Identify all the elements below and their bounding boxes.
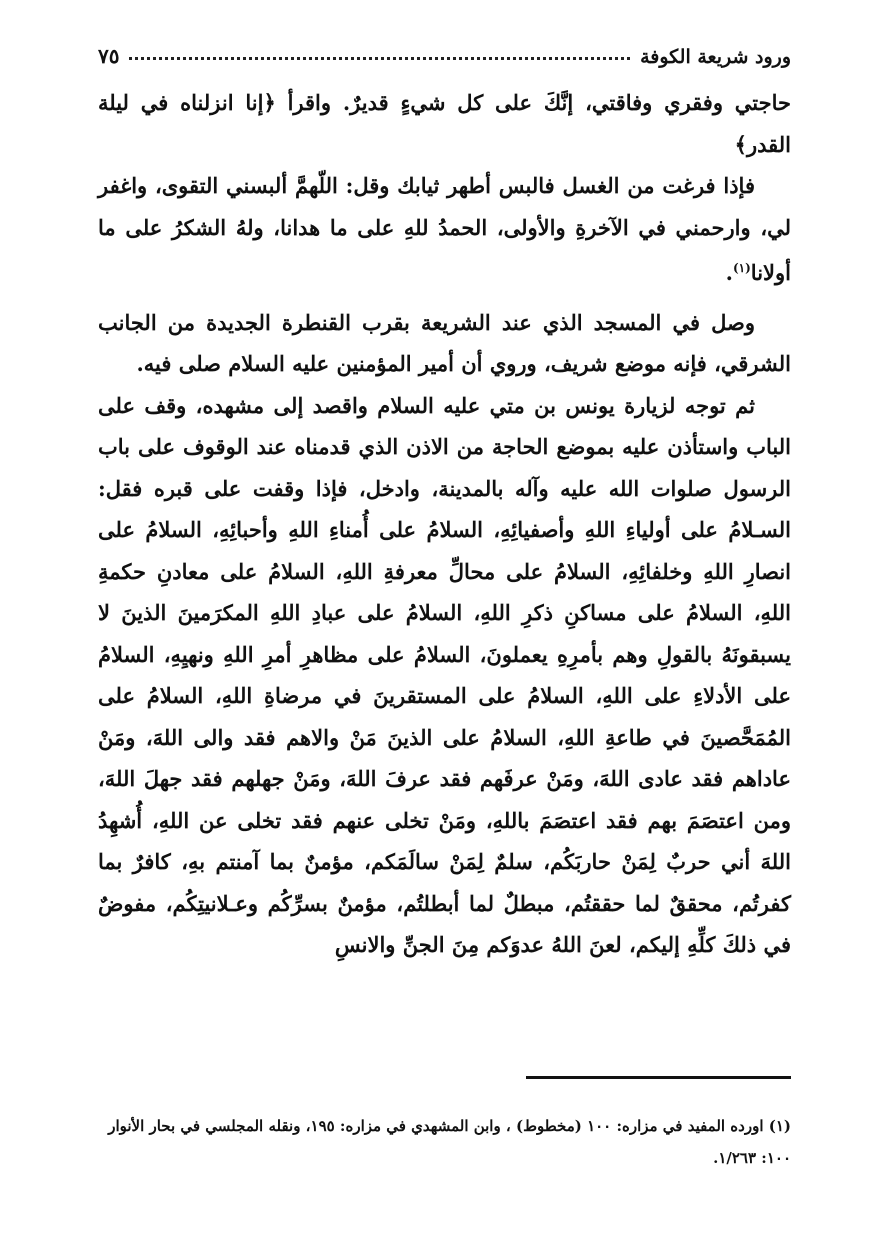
leader-dots bbox=[129, 57, 630, 60]
main-text bbox=[98, 82, 791, 966]
paragraph-3: وصل في المسجد الذي عند الشريعة بقرب القنطرة الجديدة من الجانب الشرقي، فإنه موضع شريف، وروي أن أمير المؤمنين عليه السلام صلى فيه. bbox=[98, 309, 791, 376]
footnote-marker: (١) bbox=[732, 261, 751, 275]
paragraph-2 bbox=[98, 165, 791, 294]
running-title: ورود شريعة الكوفة bbox=[640, 46, 791, 68]
page-number: ٧٥ bbox=[98, 44, 120, 68]
footnote-divider bbox=[526, 1076, 791, 1079]
page-header bbox=[98, 28, 791, 68]
paragraph-1: حاجتي وفقري وفاقتي، إنَّكَ على كل شيءٍ قديرٌ. واقرأ ﴿إنا انزلناه في ليلة القدر﴾ bbox=[98, 90, 791, 157]
paragraph-2-text: فإذا فرغت من الغسل فالبس أطهر ثيابك وقل: اللّهمَّ ألبسني التقوى، واغفر لي، وارحمني في الآخرةِ والأولى، الحمدُ للهِ على ما هدانا، ولهُ الشكرُ على ما أولانا bbox=[98, 173, 791, 285]
closing-mark: . bbox=[725, 260, 733, 285]
footnote: (١) اورده المفيد في مزاره: ١٠٠ (مخطوط) ، وابن المشهدي في مزاره: ١٩٥، ونقله المجلسي في بحار الأنوار ١٠٠: ١/٢٦٣. bbox=[108, 1117, 791, 1167]
paragraph-4: ثم توجه لزيارة يونس بن متي عليه السلام واقصد إلى مشهده، وقف على الباب واستأذن عليه بموضع الحاجة من الاذن الذي قدمناه عند الوقوف على باب الرسول صلوات الله عليه وآله بالمدينة، وادخل، فإذا وقفت على قبره فقل: السـلامُ على أولياءِ اللهِ وأصفيائِهِ، السلامُ على أُمناءِ اللهِ وأحبائِهِ، السلامُ على انصارِ اللهِ وخلفائِهِ، السلامُ على محالِّ معرفةِ اللهِ، السلامُ على معادنِ حكمةِ اللهِ، السلامُ على مساكنِ ذكرِ اللهِ، السلامُ على عبادِ اللهِ المكرَمينَ الذينَ لا يسبقونَهُ بالقولِ وهم بأمرِهِ يعملونَ، السلامُ على مظاهرِ أمرِ اللهِ ونهيِهِ، السلامُ على الأدلاءِ على اللهِ، السلامُ على المستقرينَ في مرضاةِ اللهِ، السلامُ على المُمَحَّصينَ في طاعةِ اللهِ، السلامُ على الذينَ مَنْ والاهم فقد والى اللهَ، ومَنْ عاداهم فقد عادى اللهَ، ومَنْ عرفَهم فقد عرفَ اللهَ، ومَنْ جهلهم فقد جهلَ اللهَ، ومن اعتصَمَ بهم فقد اعتصَمَ باللهِ، ومَنْ تخلى عنهم فقد تخلى عن اللهِ، أُشهِدُ اللهَ أني حربٌ لِمَنْ حاربَكُم، سلمٌ لِمَنْ سالَمَكم، مؤمنٌ بما آمنتم بهِ، كافرٌ بما كفرتُم، محققٌ لما حققتُم، مبطلٌ لما أبطلتُم، مؤمنٌ بسرِّكُم وعـلانيتِكُم، مفوضٌ في ذلكَ كلِّهِ إليكم، لعنَ اللهُ عدوَكم مِنَ الجنِّ والانسِ bbox=[98, 392, 791, 957]
